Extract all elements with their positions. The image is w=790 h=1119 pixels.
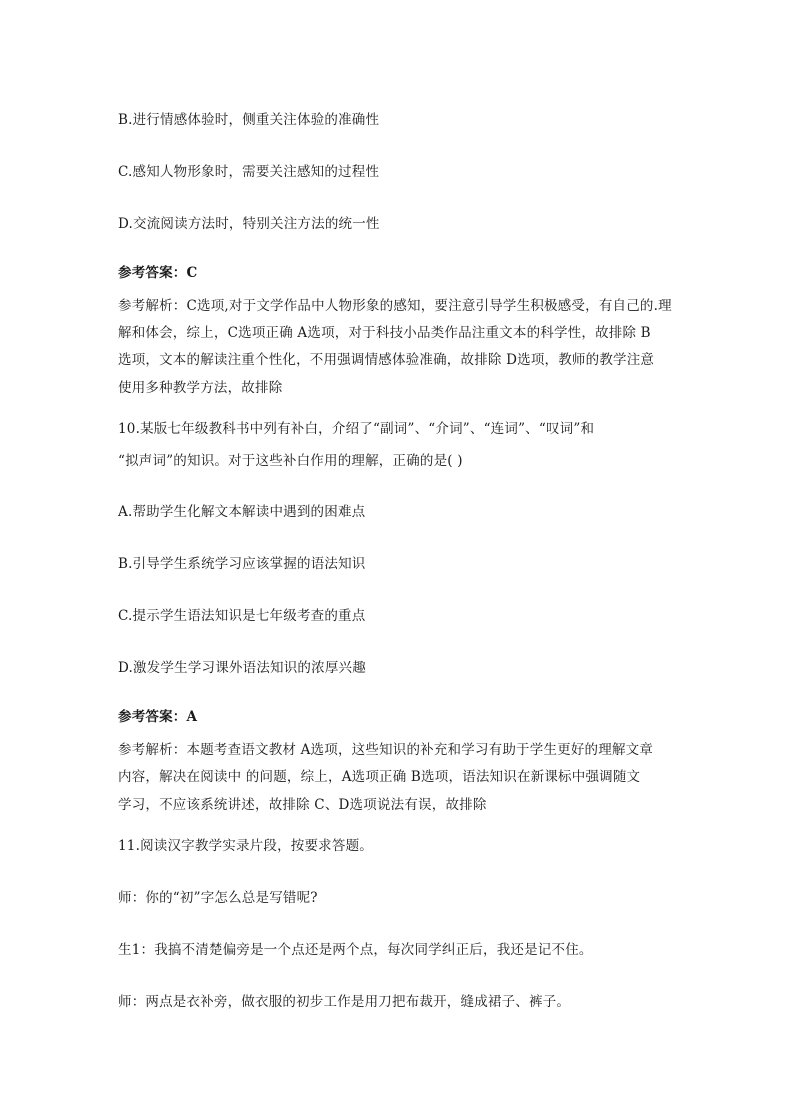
q9-answer: 参考答案：C <box>118 265 198 281</box>
q10-option-d: D.激发学生学习课外语法知识的浓厚兴趣 <box>118 660 366 676</box>
q10-analysis-line: 内容，解决在阅读中 的问题，综上，A选项正确 B选项，语法知识在新课标中强调随文 <box>118 769 641 785</box>
q11-dialogue-line: 师：两点是衣补旁，做衣服的初步工作是用刀把布裁开，缝成裙子、裤子。 <box>118 994 571 1010</box>
q9-option-d: D.交流阅读方法时，特别关注方法的统一性 <box>118 216 380 232</box>
q11-dialogue-line: 师：你的“初”字怎么总是写错呢? <box>118 890 318 906</box>
q10-answer: 参考答案：A <box>118 709 198 725</box>
q10-option-c: C.提示学生语法知识是七年级考查的重点 <box>118 608 366 624</box>
q11-dialogue-line: 生1：我搞不清楚偏旁是一个点还是两个点，每次同学纠正后，我还是记不住。 <box>118 942 593 958</box>
q10-analysis-line: 参考解析：本题考查语文教材 A选项，这些知识的补充和学习有助于学生更好的理解文章 <box>118 742 654 758</box>
q11-stem: 11.阅读汉字教学实录片段，按要求答题。 <box>118 838 373 854</box>
q9-analysis-line: 参考解析：C选项,对于文学作品中人物形象的感知，要注意引导学生积极感受，有自己的.理 <box>118 298 672 314</box>
q9-option-b: B.进行情感体验时，侧重关注体验的准确性 <box>118 112 380 128</box>
q10-option-a: A.帮助学生化解文本解读中遇到的困难点 <box>118 504 366 520</box>
q9-option-c: C.感知人物形象时，需要关注感知的过程性 <box>118 164 380 180</box>
q9-analysis-line: 解和体会，综上，C选项正确 A选项，对于科技小品类作品注重文本的科学性，故排除 B <box>118 325 651 341</box>
q10-option-b: B.引导学生系统学习应该掌握的语法知识 <box>118 556 366 572</box>
q9-analysis-line: 选项，文本的解读注重个性化，不用强调情感体验准确，故排除 D选项，教师的教学注意 <box>118 352 655 368</box>
q9-analysis-line: 使用多种教学方法，故排除 <box>118 380 283 396</box>
q10-stem-line: “拟声词”的知识。对于这些补白作用的理解，正确的是( ) <box>118 453 463 469</box>
q10-analysis-line: 学习，不应该系统讲述，故排除 C、D选项说法有误，故排除 <box>118 797 487 813</box>
q10-stem-line: 10.某版七年级教科书中列有补白，介绍了“副词”、“介词”、“连词”、“叹词”和 <box>118 421 595 437</box>
